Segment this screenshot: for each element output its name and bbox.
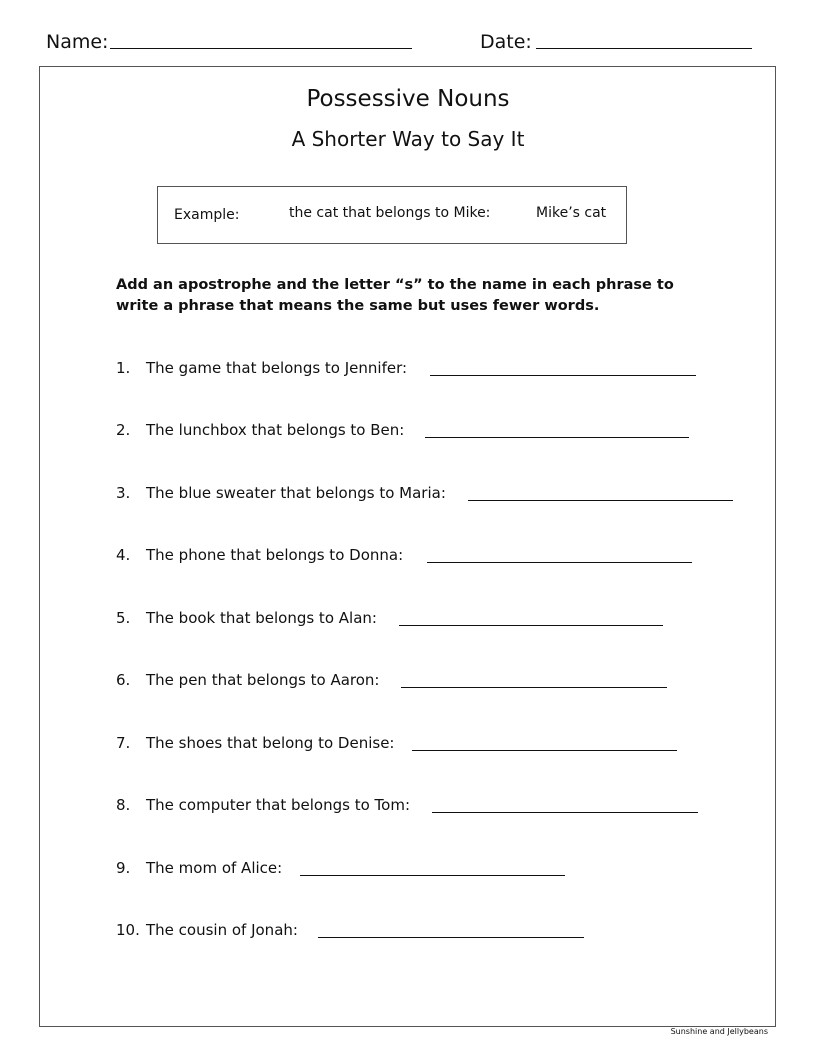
answer-line[interactable] (468, 500, 733, 501)
list-item (0, 858, 816, 882)
answer-line[interactable] (401, 687, 667, 688)
answer-line[interactable] (430, 375, 696, 376)
example-phrase: the cat that belongs to Mike: (289, 205, 491, 221)
item-text: The shoes that belong to Denise: (146, 734, 395, 752)
item-number: 1. (116, 359, 131, 377)
list-item (0, 795, 816, 819)
answer-line[interactable] (425, 437, 689, 438)
list-item (0, 608, 816, 632)
item-text: The mom of Alice: (146, 859, 283, 877)
item-text: The pen that belongs to Aaron: (146, 671, 380, 689)
example-box (157, 186, 627, 244)
item-text: The game that belongs to Jennifer: (146, 359, 408, 377)
item-text: The book that belongs to Alan: (146, 609, 377, 627)
example-label: Example: (174, 207, 240, 223)
list-item (0, 420, 816, 444)
page-subtitle: A Shorter Way to Say It (291, 127, 525, 151)
list-item (0, 483, 816, 507)
item-text: The cousin of Jonah: (146, 921, 298, 939)
item-number: 8. (116, 796, 131, 814)
item-number: 5. (116, 609, 131, 627)
date-field-line[interactable] (536, 48, 752, 49)
item-text: The blue sweater that belongs to Maria: (146, 484, 446, 502)
item-text: The lunchbox that belongs to Ben: (146, 421, 405, 439)
item-number: 7. (116, 734, 131, 752)
item-number: 4. (116, 546, 131, 564)
footer-credit: Sunshine and Jellybeans (670, 1027, 768, 1036)
item-number: 6. (116, 671, 131, 689)
name-field-line[interactable] (110, 48, 412, 49)
date-label: Date: (480, 31, 532, 53)
item-number: 9. (116, 859, 131, 877)
instructions: Add an apostrophe and the letter “s” to the name in each phrase to write a phrase that means the same but uses fewer words. (116, 277, 674, 314)
name-label: Name: (46, 31, 109, 53)
answer-line[interactable] (432, 812, 698, 813)
list-item (0, 670, 816, 694)
example-answer: Mike’s cat (536, 205, 607, 221)
answer-line[interactable] (412, 750, 677, 751)
list-item (0, 545, 816, 569)
answer-line[interactable] (427, 562, 692, 563)
item-text: The phone that belongs to Donna: (146, 546, 404, 564)
list-item (0, 358, 816, 382)
item-number: 10. (116, 921, 140, 939)
list-item (0, 920, 816, 944)
item-number: 3. (116, 484, 131, 502)
page-title: Possessive Nouns (306, 86, 510, 112)
answer-line[interactable] (318, 937, 584, 938)
item-text: The computer that belongs to Tom: (146, 796, 410, 814)
answer-line[interactable] (399, 625, 663, 626)
list-item (0, 733, 816, 757)
answer-line[interactable] (300, 875, 565, 876)
item-number: 2. (116, 421, 131, 439)
